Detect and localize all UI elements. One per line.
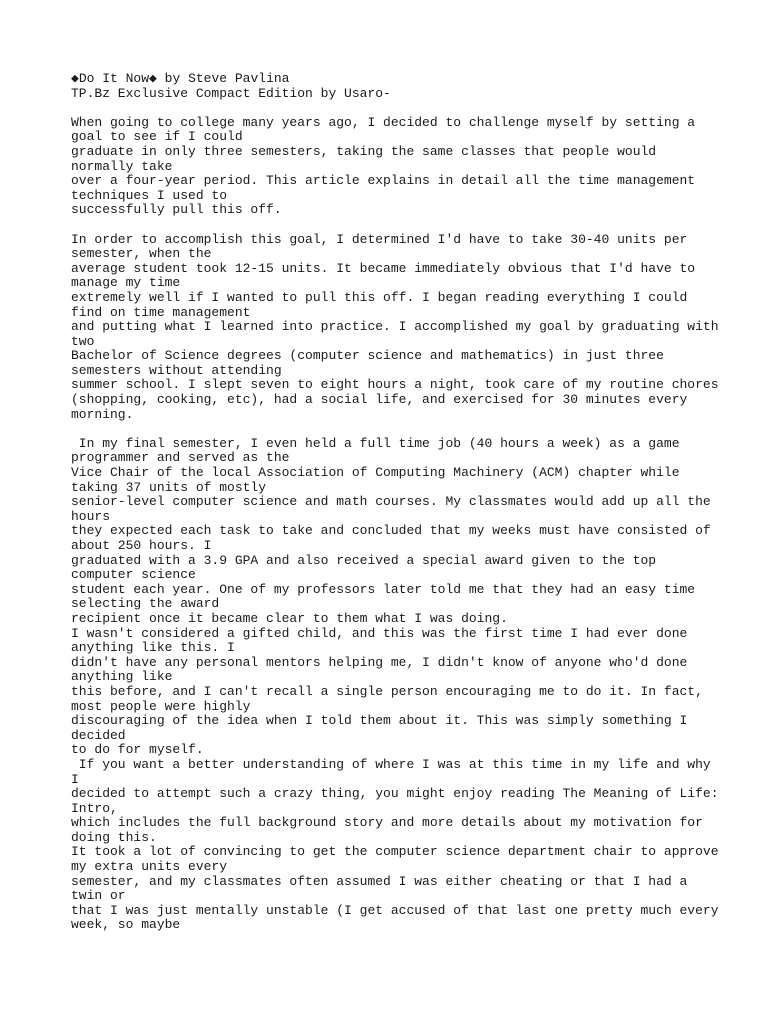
text-line: twin or — [71, 888, 126, 904]
document-body — [71, 101, 731, 933]
text-line: over a four-year period. This article explains in detail all the time management — [71, 173, 696, 189]
text-line: decided to attempt such a crazy thing, you might enjoy reading The Meaning of Life: — [71, 786, 719, 802]
text-line: hours — [71, 508, 111, 524]
text-line: Bachelor of Science degrees (computer science and mathematics) in just three — [71, 348, 664, 364]
text-line: (shopping, cooking, etc), had a social life, and exercised for 30 minutes every — [71, 392, 688, 408]
text-line: to do for myself. — [71, 742, 204, 758]
text-line: decided — [71, 727, 126, 743]
text-line: find on time management — [71, 304, 251, 320]
text-line: normally take — [71, 158, 173, 174]
text-line: In my final semester, I even held a full time job (40 hours a week) as a game — [71, 435, 680, 451]
text-line: semesters without attending — [71, 362, 282, 378]
paragraph-spacer — [71, 422, 731, 437]
text-line: I — [71, 771, 79, 787]
text-line: selecting the award — [71, 596, 220, 612]
text-line: week, so maybe — [71, 917, 181, 933]
edition-line: TP.Bz Exclusive Compact Edition by Usaro- — [71, 85, 391, 101]
text-line: goal to see if I could — [71, 129, 243, 145]
text-line: which includes the full background story and more details about my motivation for — [71, 815, 703, 831]
text-line: that I was just mentally unstable (I get accused of that last one pretty much every — [71, 902, 719, 918]
text-line: semester, when the — [71, 246, 212, 262]
text-line: two — [71, 333, 95, 349]
text-line: most people were highly — [71, 698, 251, 714]
text-line: Intro, — [71, 800, 118, 816]
document-page — [71, 72, 731, 933]
text-line: student each year. One of my professors later told me that they had an easy time — [71, 581, 696, 597]
text-line: this before, and I can't recall a single person encouraging me to do it. In fact, — [71, 683, 703, 699]
text-line: anything like — [71, 669, 173, 685]
text-line: anything like this. I — [71, 640, 235, 656]
document-header — [71, 72, 731, 101]
paragraph-spacer — [71, 218, 731, 233]
text-line: If you want a better understanding of where I was at this time in my life and why — [71, 756, 711, 772]
text-line: successfully pull this off. — [71, 202, 282, 218]
text-line: semester, and my classmates often assumed I was either cheating or that I had a — [71, 873, 688, 889]
text-line: graduated with a 3.9 GPA and also received a special award given to the top — [71, 552, 657, 568]
text-line: average student took 12-15 units. It became immediately obvious that I'd have to — [71, 260, 696, 276]
text-line: senior-level computer science and math courses. My classmates would add up all the — [71, 494, 711, 510]
text-line: computer science — [71, 567, 196, 583]
text-line: When going to college many years ago, I decided to challenge myself by setting a — [71, 114, 696, 130]
paragraph-spacer — [71, 101, 731, 116]
text-line: recipient once it became clear to them what I was doing. — [71, 610, 508, 626]
text-line: manage my time — [71, 275, 181, 291]
text-line: my extra units every — [71, 859, 228, 875]
title-line: ◆Do It Now◆ by Steve Pavlina — [71, 71, 290, 86]
text-line: I wasn't considered a gifted child, and this was the first time I had ever done — [71, 625, 688, 641]
text-line: summer school. I slept seven to eight hours a night, took care of my routine chores — [71, 377, 719, 393]
text-line: taking 37 units of mostly — [71, 479, 267, 495]
text-line: and putting what I learned into practice. I accomplished my goal by graduating with — [71, 319, 719, 335]
text-line: didn't have any personal mentors helping me, I didn't know of anyone who'd done — [71, 654, 688, 670]
text-line: they expected each task to take and concluded that my weeks must have consisted of — [71, 523, 711, 539]
text-line: morning. — [71, 406, 134, 422]
paragraph — [71, 116, 731, 218]
text-line: extremely well if I wanted to pull this off. I began reading everything I could — [71, 289, 688, 305]
paragraph — [71, 233, 731, 423]
text-line: It took a lot of convincing to get the computer science department chair to approve — [71, 844, 719, 860]
text-line: graduate in only three semesters, taking the same classes that people would — [71, 143, 657, 159]
text-line: about 250 hours. I — [71, 538, 212, 553]
text-line: doing this. — [71, 829, 157, 845]
text-line: In order to accomplish this goal, I determined I'd have to take 30-40 units per — [71, 231, 688, 247]
text-line: techniques I used to — [71, 187, 228, 203]
paragraph — [71, 437, 731, 933]
text-line: programmer and served as the — [71, 450, 290, 466]
text-line: Vice Chair of the local Association of Computing Machinery (ACM) chapter while — [71, 465, 680, 481]
text-line: discouraging of the idea when I told them about it. This was simply something I — [71, 713, 688, 729]
